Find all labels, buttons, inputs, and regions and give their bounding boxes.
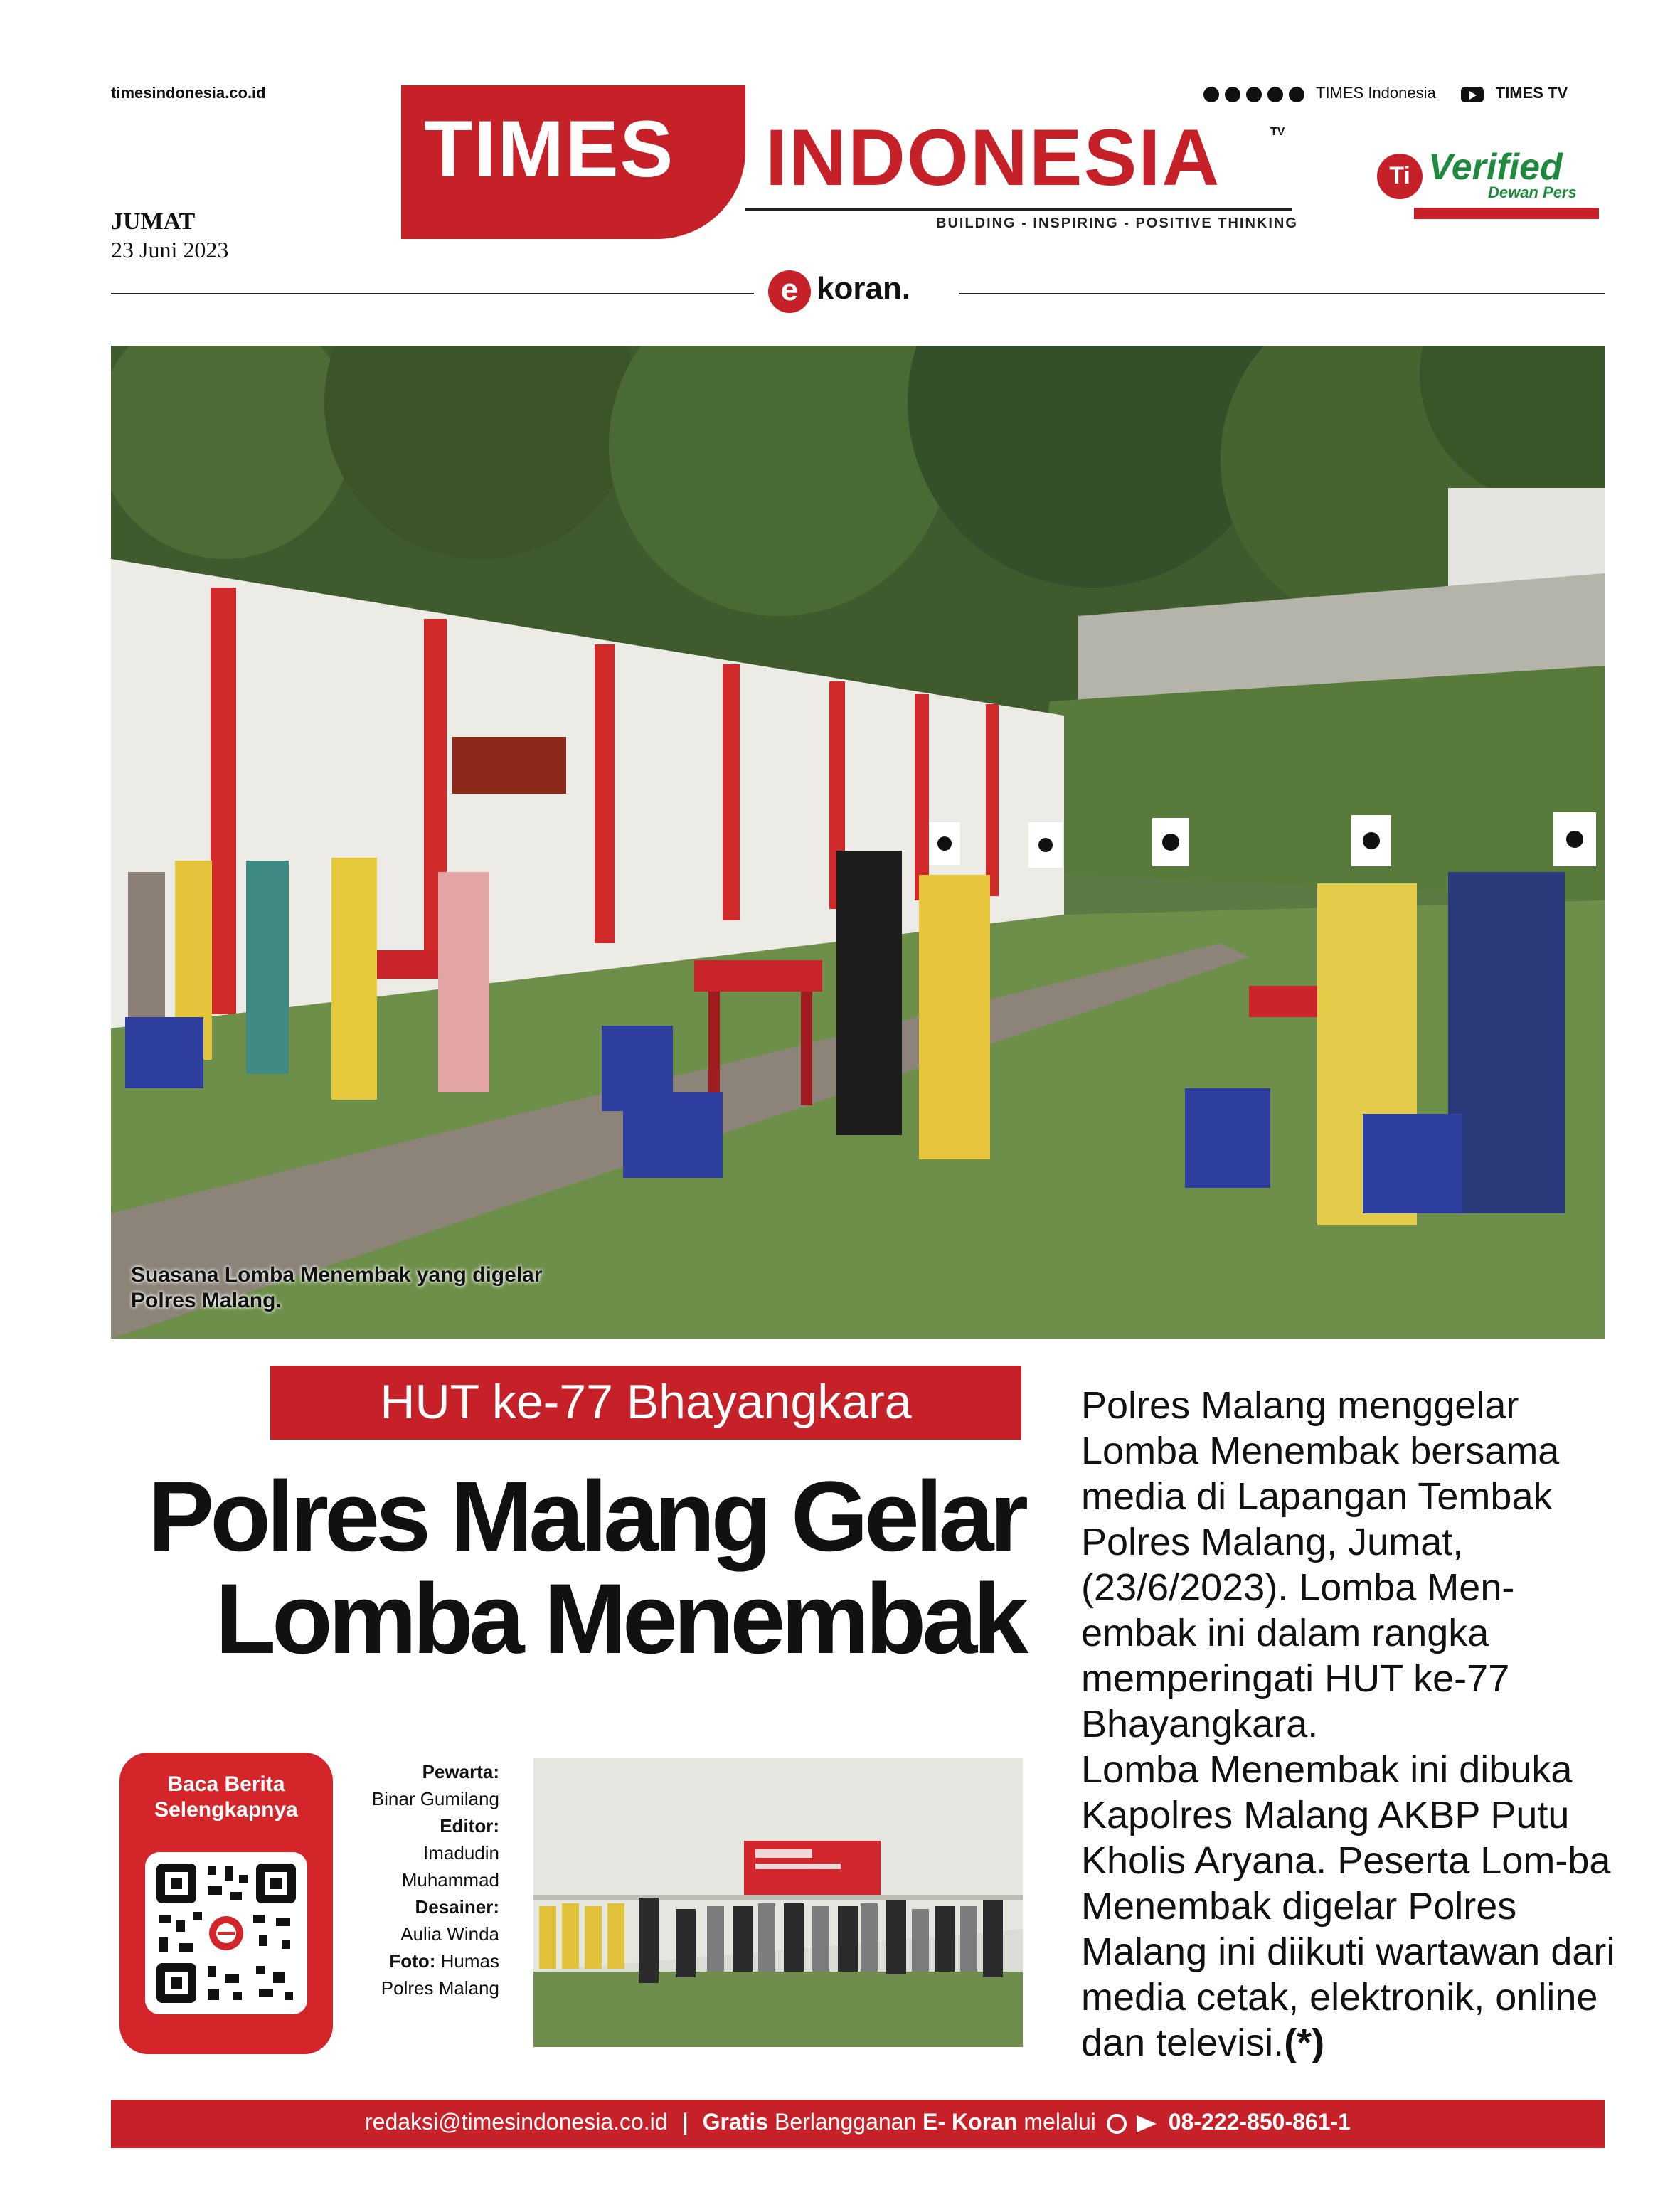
social-label[interactable]: TIMES Indonesia [1316, 85, 1436, 102]
tagline-rule [745, 208, 1292, 211]
header-rule-right [959, 293, 1605, 294]
headline-line-2: Lomba Menembak [215, 1563, 1024, 1674]
footer-gratis: Gratis [702, 2111, 769, 2135]
footer-separator: | [681, 2111, 689, 2135]
qr-card-line-2: Selengkapnya [154, 1798, 298, 1822]
tv-label[interactable]: TIMES TV [1495, 85, 1568, 102]
article-credits [353, 1758, 499, 2001]
article-end-mark: (*) [1284, 2021, 1325, 2064]
desainer-name: Aulia Winda [400, 1923, 499, 1945]
youtube-icon[interactable] [1462, 86, 1484, 102]
telegram-icon[interactable] [1137, 2115, 1157, 2132]
telegram-icon[interactable] [1267, 86, 1283, 102]
social-links [1203, 85, 1568, 102]
verified-label: Verified [1428, 145, 1563, 188]
article-body [1081, 1383, 1619, 2066]
foto-name: Humas Polres Malang [381, 1950, 499, 1999]
headline-line-1: Polres Malang Gelar [147, 1461, 1024, 1572]
qr-card-line-1: Baca Berita [167, 1772, 285, 1797]
facebook-icon[interactable] [1203, 86, 1219, 102]
ti-logo-icon: Ti [1377, 154, 1423, 199]
article-paragraph-1: Polres Malang menggelar Lomba Menembak bersama media di Lapangan Tembak Polres Malang, Jumat, (23/6/2023). Lomba Men-embak ini dalam rangka memperingati HUT ke-77 Bhayangkara. [1081, 1384, 1560, 1745]
footer-bar [111, 2100, 1605, 2148]
issue-date: 23 Juni 2023 [111, 239, 229, 263]
desainer-label: Desainer: [415, 1896, 499, 1918]
footer-melalui: melalui [1024, 2111, 1096, 2135]
qr-card-text [119, 1772, 333, 1824]
shooting-range-illustration [111, 346, 1605, 1339]
editor-name: Imadudin Muhammad [401, 1842, 499, 1891]
article-paragraph-2 [1081, 1747, 1619, 2066]
editor-label: Editor: [440, 1815, 499, 1836]
group-photo-illustration [533, 1758, 1023, 2047]
article-headline [91, 1461, 1024, 1674]
whatsapp-icon[interactable] [1289, 86, 1304, 102]
pewarta-label: Pewarta: [422, 1761, 499, 1782]
dewan-pers-label: Dewan Pers [1488, 185, 1577, 202]
qr-code-graphic [145, 1852, 307, 2014]
secondary-photo [533, 1758, 1023, 2047]
verified-badge [1377, 145, 1605, 225]
site-url[interactable]: timesindonesia.co.id [111, 85, 266, 102]
logo-tagline: BUILDING - INSPIRING - POSITIVE THINKING [936, 216, 1298, 232]
footer-email[interactable]: redaksi@timesindonesia.co.id [365, 2111, 668, 2135]
footer-phone[interactable]: 08-222-850-861-1 [1168, 2111, 1351, 2135]
logo-indonesia: INDONESIA [765, 112, 1221, 202]
article-paragraph-2-text: Lomba Menembak ini dibuka Kapolres Malang AKBP Putu Kholis Aryana. Peserta Lom-ba Menembak digelar Polres Malang ini diikuti wartawan dari media cetak, elektronik, online dan televisi. [1081, 1748, 1615, 2064]
ekoran-e-icon: e [768, 270, 811, 313]
logo-times: TIMES [424, 104, 675, 193]
footer-berlangganan: Berlangganan [774, 2111, 917, 2135]
main-photo [111, 346, 1605, 1339]
header-rule-left [111, 293, 754, 294]
footer-ekoran: E- Koran [923, 2111, 1018, 2135]
article-kicker: HUT ke-77 Bhayangkara [270, 1366, 1021, 1440]
read-more-qr-card[interactable] [119, 1753, 333, 2054]
foto-label: Foto: [389, 1950, 436, 1972]
ekoran-label: koran. [817, 270, 911, 306]
logo-tv-mark: TV [1270, 125, 1285, 138]
twitter-icon[interactable] [1246, 86, 1262, 102]
verified-bar [1414, 208, 1599, 219]
whatsapp-icon[interactable] [1107, 2114, 1127, 2134]
instagram-icon[interactable] [1225, 86, 1240, 102]
issue-day: JUMAT [111, 208, 196, 235]
photo-caption: Suasana Lomba Menembak yang digelar Polres Malang. [131, 1263, 543, 1313]
pewarta-name: Binar Gumilang [371, 1788, 499, 1809]
qr-code-icon[interactable] [145, 1852, 307, 2014]
